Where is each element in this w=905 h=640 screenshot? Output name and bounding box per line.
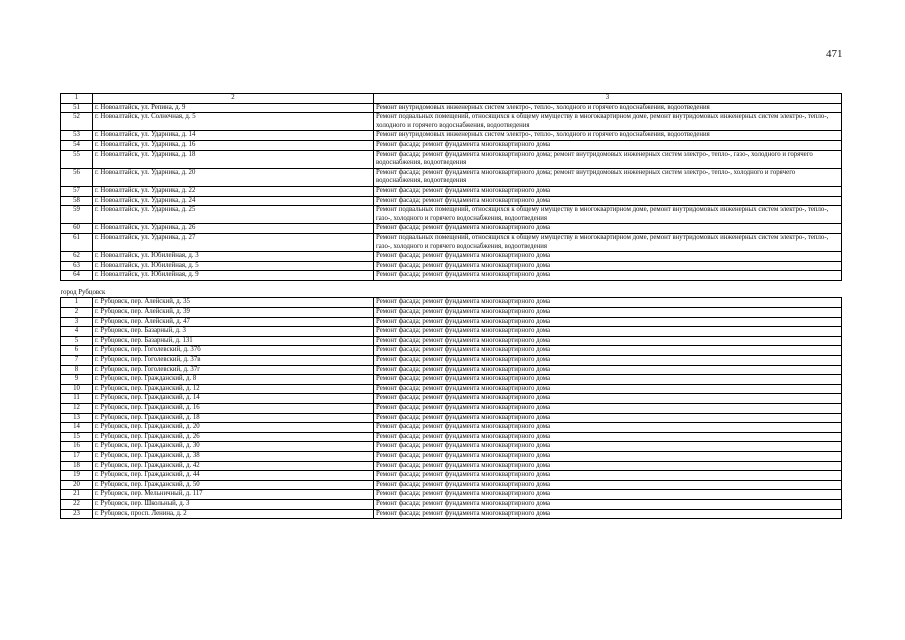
row-number: 62 [61,252,93,262]
row-address: г. Рубцовск, пер. Алейский, д. 39 [93,308,374,318]
row-address: г. Рубцовск, пер. Гражданский, д. 14 [93,394,374,404]
row-works: Ремонт фасада; ремонт фундамента многоквартирного дома [374,252,842,262]
header-col-number: 1 [61,94,93,104]
table-row [61,103,842,113]
repair-table [60,93,842,519]
table-row [61,113,842,131]
row-number: 17 [61,451,93,461]
row-number: 8 [61,365,93,375]
row-works: Ремонт фасада; ремонт фундамента многоквартирного дома [374,432,842,442]
row-works: Ремонт фасада; ремонт фундамента многоквартирного дома [374,451,842,461]
table-row [61,168,842,186]
row-number: 63 [61,261,93,271]
row-address: г. Рубцовск, пер. Гражданский, д. 8 [93,375,374,385]
row-number: 22 [61,499,93,509]
row-number: 15 [61,432,93,442]
table-row [61,298,842,308]
row-address: г. Рубцовск, пер. Мельничный, д. 117 [93,490,374,500]
table-row [61,346,842,356]
table-row [61,186,842,196]
table-row [61,490,842,500]
row-number: 3 [61,317,93,327]
row-works: Ремонт фасада; ремонт фундамента многоквартирного дома [374,271,842,281]
row-address: г. Рубцовск, пер. Гражданский, д. 30 [93,442,374,452]
row-address: г. Новоалтайск, ул. Ударника, д. 25 [93,206,374,224]
table-row [61,413,842,423]
row-works: Ремонт фасада; ремонт фундамента многоквартирного дома [374,224,842,234]
row-address: г. Рубцовск, пер. Гражданский, д. 20 [93,423,374,433]
table-row [61,423,842,433]
table-row [61,140,842,150]
row-address: г. Рубцовск, пер. Базарный, д. 131 [93,336,374,346]
row-number: 9 [61,375,93,385]
table-row [61,461,842,471]
row-number: 52 [61,113,93,131]
table-row [61,131,842,141]
table-row [61,451,842,461]
table-row [61,150,842,168]
table-row [61,471,842,481]
row-address: г. Новоалтайск, ул. Ударника, д. 14 [93,131,374,141]
row-works: Ремонт фасада; ремонт фундамента многоквартирного дома [374,356,842,366]
row-works: Ремонт фасада; ремонт фундамента многоквартирного дома [374,140,842,150]
row-number: 5 [61,336,93,346]
row-number: 16 [61,442,93,452]
row-address: г. Новоалтайск, ул. Солнечная, д. 5 [93,113,374,131]
row-number: 13 [61,413,93,423]
row-works: Ремонт фасада; ремонт фундамента многоквартирного дома [374,384,842,394]
row-number: 19 [61,471,93,481]
row-address: г. Новоалтайск, ул. Ударника, д. 18 [93,150,374,168]
row-works: Ремонт фасада; ремонт фундамента многоквартирного дома; ремонт внутридомовых инженерных систем электро-, тепло-, газо-, холодного и горячего водоснабжения, водоотведения [374,150,842,168]
row-number: 23 [61,509,93,519]
row-works: Ремонт фасада; ремонт фундамента многоквартирного дома [374,365,842,375]
row-number: 6 [61,346,93,356]
header-col-address: 2 [93,94,374,104]
table-header-row [61,94,842,104]
row-works: Ремонт фасада; ремонт фундамента многоквартирного дома [374,375,842,385]
row-works: Ремонт фасада; ремонт фундамента многоквартирного дома [374,308,842,318]
table-row [61,509,842,519]
table-row [61,317,842,327]
row-number: 14 [61,423,93,433]
row-works: Ремонт подвальных помещений, относящихся к общему имуществу в многоквартирном доме, ремонт внутридомовых инженерных систем электро-, тепло-, холодного и горячего водоснабжения, водоотведения [374,113,842,131]
row-works: Ремонт фасада; ремонт фундамента многоквартирного дома [374,509,842,519]
row-works: Ремонт фасада; ремонт фундамента многоквартирного дома [374,480,842,490]
row-address: г. Новоалтайск, ул. Юбилейная, д. 3 [93,252,374,262]
table-row [61,206,842,224]
row-address: г. Новоалтайск, ул. Юбилейная, д. 9 [93,271,374,281]
row-works: Ремонт фасада; ремонт фундамента многоквартирного дома [374,298,842,308]
row-number: 64 [61,271,93,281]
section-title: город Рубцовск [61,280,842,298]
row-works: Ремонт подвальных помещений, относящихся к общему имуществу в многоквартирном доме, ремонт внутридомовых инженерных систем электро-, тепло-, газо-, холодного и горячего водоснабжения, водоотведения [374,233,842,251]
table-row [61,356,842,366]
table-row [61,442,842,452]
row-address: г. Новоалтайск, ул. Репина, д. 9 [93,103,374,113]
table-row [61,252,842,262]
row-works: Ремонт фасада; ремонт фундамента многоквартирного дома [374,186,842,196]
row-works: Ремонт фасада; ремонт фундамента многоквартирного дома [374,442,842,452]
row-number: 20 [61,480,93,490]
row-number: 10 [61,384,93,394]
table-row [61,480,842,490]
row-address: г. Рубцовск, пер. Гражданский, д. 26 [93,432,374,442]
row-number: 59 [61,206,93,224]
repair-table-body [61,94,842,519]
row-number: 2 [61,308,93,318]
table-row [61,499,842,509]
row-address: г. Рубцовск, пер. Алейский, д. 47 [93,317,374,327]
row-works: Ремонт фасада; ремонт фундамента многоквартирного дома [374,196,842,206]
row-address: г. Рубцовск, пер. Школьный, д. 3 [93,499,374,509]
row-number: 7 [61,356,93,366]
row-address: г. Рубцовск, пер. Гражданский, д. 38 [93,451,374,461]
row-address: г. Рубцовск, просп. Ленина, д. 2 [93,509,374,519]
table-row [61,365,842,375]
row-number: 57 [61,186,93,196]
section-row [61,280,842,298]
row-address: г. Рубцовск, пер. Алейский, д. 35 [93,298,374,308]
table-row [61,327,842,337]
row-works: Ремонт фасада; ремонт фундамента многоквартирного дома [374,327,842,337]
row-works: Ремонт фасада; ремонт фундамента многоквартирного дома; ремонт внутридомовых инженерных систем электро-, тепло-, холодного и горячего водоснабжения, водоотведения [374,168,842,186]
table-row [61,336,842,346]
row-works: Ремонт фасада; ремонт фундамента многоквартирного дома [374,471,842,481]
row-address: г. Рубцовск, пер. Гоголевский, д. 37б [93,346,374,356]
row-number: 4 [61,327,93,337]
row-address: г. Новоалтайск, ул. Ударника, д. 20 [93,168,374,186]
row-address: г. Рубцовск, пер. Гоголевский, д. 37в [93,356,374,366]
table-row [61,196,842,206]
row-works: Ремонт фасада; ремонт фундамента многоквартирного дома [374,261,842,271]
row-number: 51 [61,103,93,113]
table-row [61,261,842,271]
table-row [61,432,842,442]
row-works: Ремонт фасада; ремонт фундамента многоквартирного дома [374,413,842,423]
row-address: г. Рубцовск, пер. Гражданский, д. 50 [93,480,374,490]
row-address: г. Новоалтайск, ул. Ударника, д. 26 [93,224,374,234]
row-number: 18 [61,461,93,471]
row-works: Ремонт фасада; ремонт фундамента многоквартирного дома [374,499,842,509]
row-number: 58 [61,196,93,206]
row-number: 1 [61,298,93,308]
table-row [61,384,842,394]
row-number: 12 [61,404,93,414]
row-works: Ремонт фасада; ремонт фундамента многоквартирного дома [374,404,842,414]
row-address: г. Рубцовск, пер. Гражданский, д. 18 [93,413,374,423]
row-works: Ремонт фасада; ремонт фундамента многоквартирного дома [374,336,842,346]
row-number: 21 [61,490,93,500]
row-works: Ремонт фасада; ремонт фундамента многоквартирного дома [374,490,842,500]
table-row [61,224,842,234]
table-row [61,308,842,318]
row-address: г. Новоалтайск, ул. Юбилейная, д. 5 [93,261,374,271]
row-address: г. Рубцовск, пер. Гражданский, д. 12 [93,384,374,394]
table-row [61,394,842,404]
row-number: 11 [61,394,93,404]
row-number: 56 [61,168,93,186]
row-number: 60 [61,224,93,234]
page-number: 471 [826,48,843,60]
row-address: г. Рубцовск, пер. Гоголевский, д. 37г [93,365,374,375]
table-row [61,375,842,385]
row-address: г. Рубцовск, пер. Гражданский, д. 42 [93,461,374,471]
row-number: 55 [61,150,93,168]
row-address: г. Рубцовск, пер. Гражданский, д. 44 [93,471,374,481]
row-works: Ремонт подвальных помещений, относящихся к общему имуществу в многоквартирном доме, ремонт внутридомовых инженерных систем электро-, тепло-, газо-, холодного и горячего водоснабжения, водоотведения [374,206,842,224]
row-number: 54 [61,140,93,150]
table-row [61,271,842,281]
row-address: г. Новоалтайск, ул. Ударника, д. 27 [93,233,374,251]
row-address: г. Рубцовск, пер. Базарный, д. 3 [93,327,374,337]
header-col-works: 3 [374,94,842,104]
row-works: Ремонт фасада; ремонт фундамента многоквартирного дома [374,423,842,433]
row-works: Ремонт фасада; ремонт фундамента многоквартирного дома [374,346,842,356]
row-number: 61 [61,233,93,251]
row-works: Ремонт фасада; ремонт фундамента многоквартирного дома [374,461,842,471]
row-number: 53 [61,131,93,141]
row-address: г. Новоалтайск, ул. Ударника, д. 22 [93,186,374,196]
row-works: Ремонт внутридомовых инженерных систем электро-, тепло-, холодного и горячего водоснабжения, водоотведения [374,131,842,141]
table-row [61,404,842,414]
row-works: Ремонт внутридомовых инженерных систем электро-, тепло-, холодного и горячего водоснабжения, водоотведения [374,103,842,113]
row-address: г. Новоалтайск, ул. Ударника, д. 24 [93,196,374,206]
row-works: Ремонт фасада; ремонт фундамента многоквартирного дома [374,317,842,327]
row-address: г. Новоалтайск, ул. Ударника, д. 16 [93,140,374,150]
row-address: г. Рубцовск, пер. Гражданский, д. 16 [93,404,374,414]
row-works: Ремонт фасада; ремонт фундамента многоквартирного дома [374,394,842,404]
table-row [61,233,842,251]
